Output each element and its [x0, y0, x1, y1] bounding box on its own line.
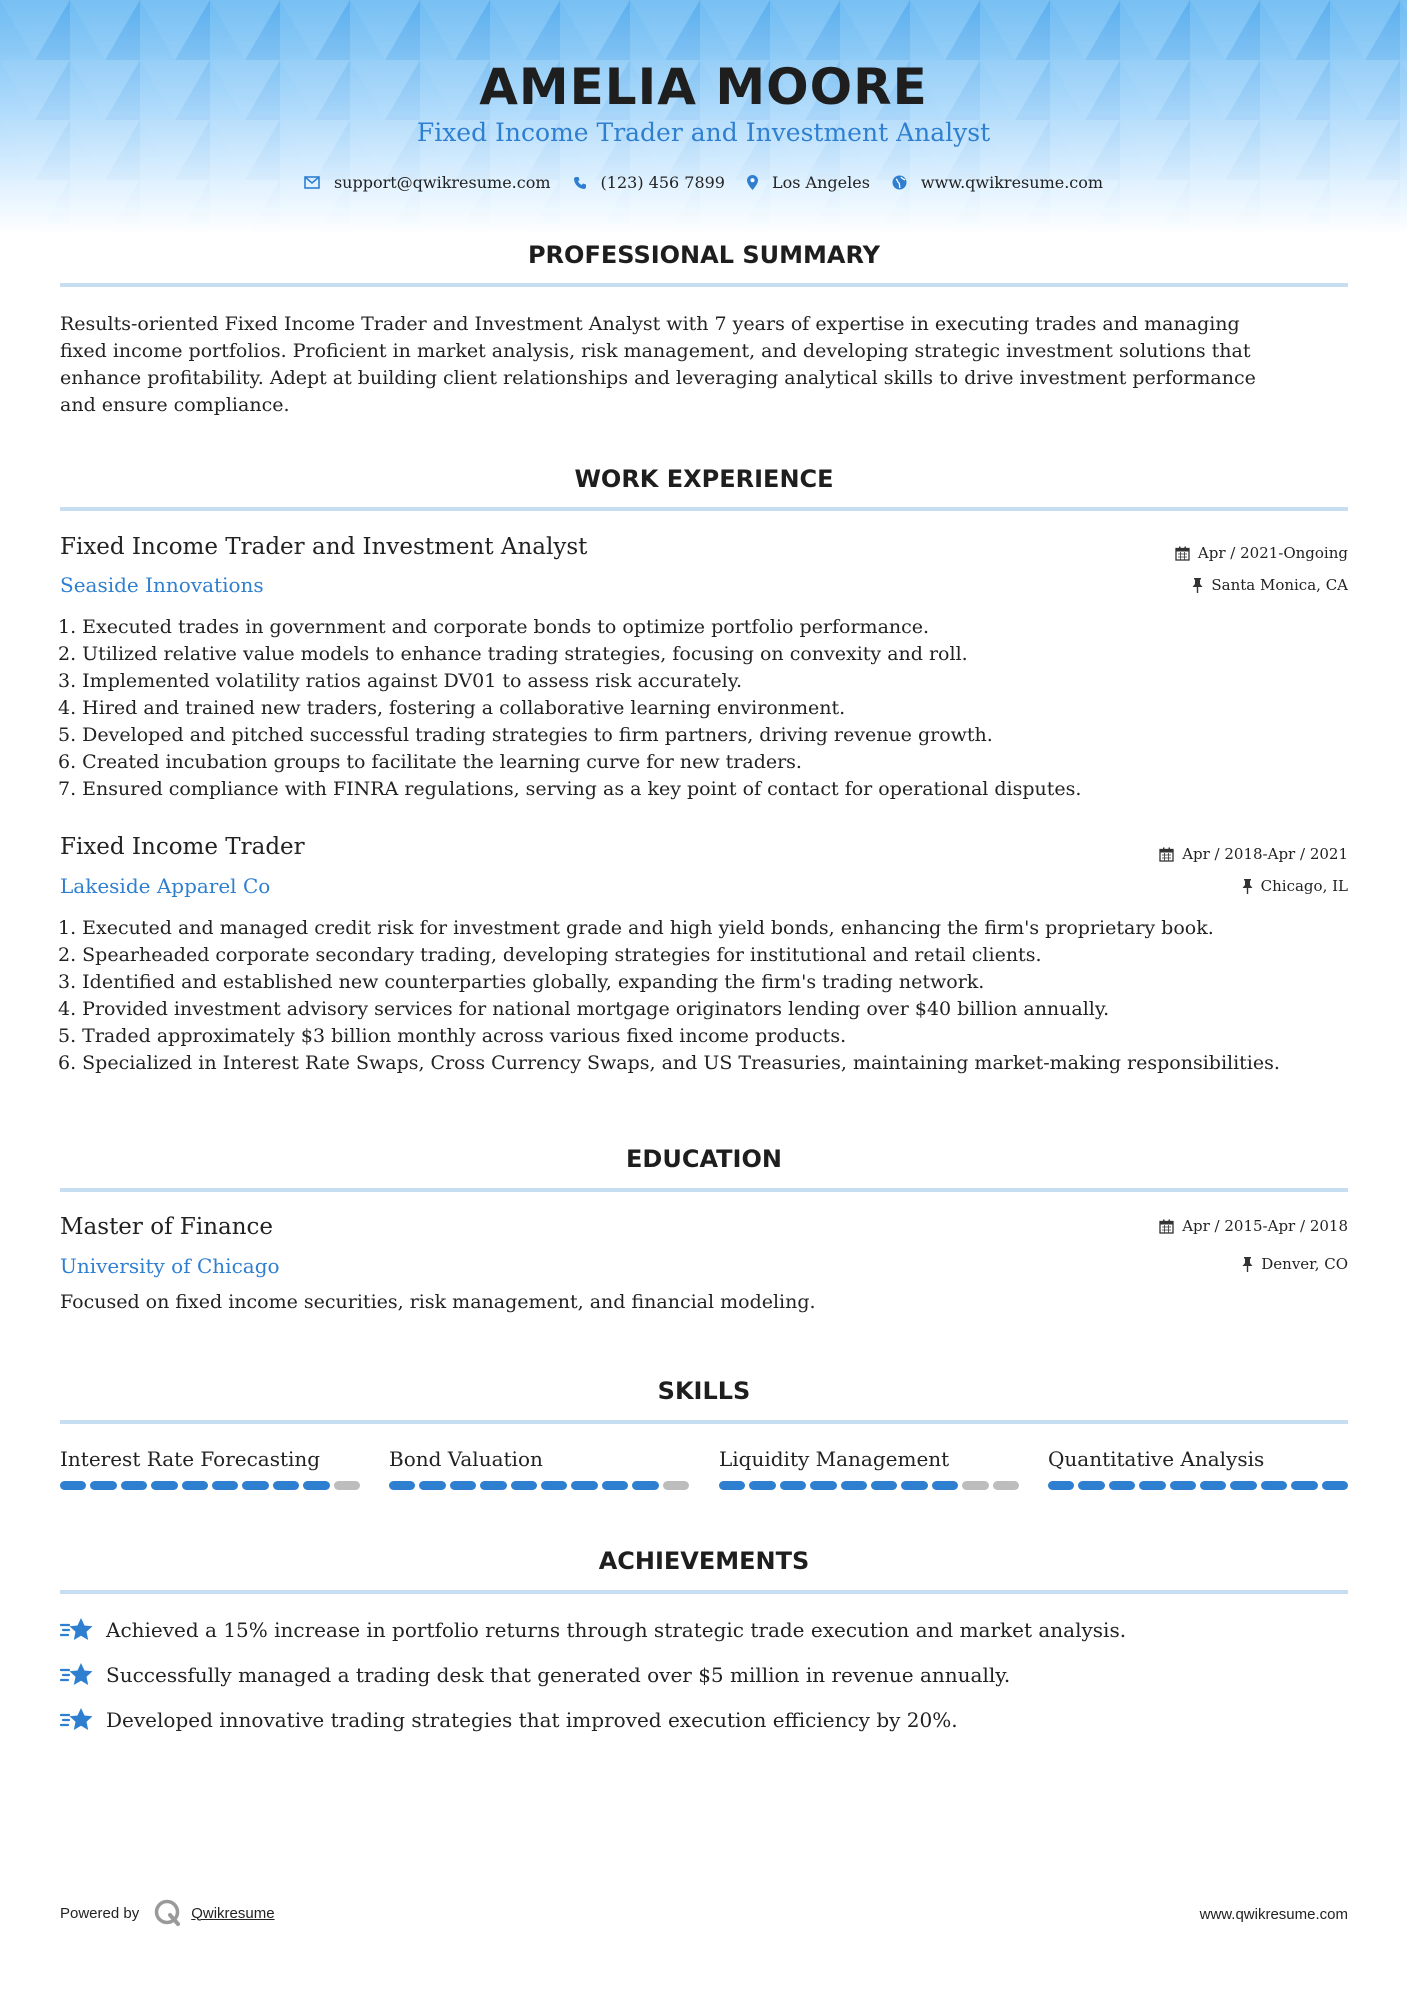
skill-item: [389, 1447, 689, 1490]
skill-rating-bar: [389, 1481, 689, 1490]
star-icon: [60, 1662, 94, 1688]
skill-segment-filled: [90, 1481, 116, 1490]
skill-segment-filled: [182, 1481, 208, 1490]
contact-email[interactable]: [304, 173, 551, 192]
skill-segment-empty: [993, 1481, 1019, 1490]
skill-item: [719, 1447, 1019, 1490]
job-bullet: 2. Spearheaded corporate secondary trading, developing strategies for institutional and retail clients.: [58, 944, 1042, 966]
section-divider: [60, 283, 1348, 287]
achievement-item: [60, 1662, 1010, 1688]
section-title-summary: PROFESSIONAL SUMMARY: [527, 241, 881, 269]
contact-location: [747, 173, 870, 192]
footer-website[interactable]: www.qwikresume.com: [1199, 1906, 1348, 1923]
job-dates: [1159, 845, 1348, 863]
skill-name: Interest Rate Forecasting: [60, 1447, 321, 1471]
contact-website[interactable]: [892, 173, 1103, 192]
job-bullet: 4. Hired and trained new traders, fostering a collaborative learning environment.: [58, 697, 846, 719]
job-bullet: 6. Created incubation groups to facilitate the learning curve for new traders.: [58, 751, 802, 773]
skill-item: [1048, 1447, 1348, 1490]
skill-segment-filled: [1139, 1481, 1165, 1490]
envelope-icon: [304, 176, 320, 189]
achievement-item: [60, 1617, 1126, 1643]
skill-segment-filled: [1109, 1481, 1135, 1490]
skill-segment-filled: [480, 1481, 506, 1490]
job-bullets: [58, 614, 1358, 803]
skill-segment-filled: [1261, 1481, 1287, 1490]
calendar-icon: [1175, 546, 1190, 561]
skill-segment-filled: [212, 1481, 238, 1490]
star-icon: [60, 1707, 94, 1733]
job-bullets: [58, 915, 1358, 1077]
achievement-item: [60, 1707, 958, 1733]
skill-segment-filled: [389, 1481, 415, 1490]
contact-phone-text: (123) 456 7899: [600, 173, 725, 192]
pushpin-icon: [1242, 1257, 1253, 1272]
calendar-icon: [1159, 847, 1174, 862]
skill-segment-filled: [632, 1481, 658, 1490]
skill-segment-filled: [273, 1481, 299, 1490]
job-company: Seaside Innovations: [60, 573, 264, 597]
summary-line: enhance profitability. Adept at building client relationships and leveraging analytical skills to drive investment performance: [60, 367, 1256, 389]
job-location-text: Chicago, IL: [1260, 877, 1348, 895]
job-location: [1192, 576, 1348, 594]
job-bullet: 5. Traded approximately $3 billion monthly across various fixed income products.: [58, 1025, 847, 1047]
education-location: [1242, 1255, 1348, 1273]
phone-icon: [573, 176, 587, 190]
job-location: [1242, 877, 1348, 895]
skill-segment-filled: [419, 1481, 445, 1490]
contact-bar: [0, 173, 1407, 192]
job-location-text: Santa Monica, CA: [1211, 576, 1348, 594]
contact-phone[interactable]: [573, 173, 725, 192]
pushpin-icon: [1242, 879, 1253, 894]
achievement-text: Successfully managed a trading desk that generated over $5 million in revenue annually.: [106, 1663, 1011, 1687]
job-bullet: 1. Executed trades in government and corporate bonds to optimize portfolio performance.: [58, 616, 930, 638]
job-dates-text: Apr / 2021-Ongoing: [1197, 544, 1348, 562]
education-description: Focused on fixed income securities, risk management, and financial modeling.: [60, 1291, 816, 1313]
globe-icon: [892, 175, 907, 190]
qwikresume-logo-icon: [153, 1898, 183, 1928]
job-bullet: 4. Provided investment advisory services for national mortgage originators lending over $40 billion annually.: [58, 998, 1110, 1020]
job-company: Lakeside Apparel Co: [60, 874, 271, 898]
job-dates-text: Apr / 2018-Apr / 2021: [1182, 845, 1348, 863]
job-bullet: 7. Ensured compliance with FINRA regulations, serving as a key point of contact for operational disputes.: [58, 778, 1082, 800]
contact-location-text: Los Angeles: [771, 173, 870, 192]
job-dates: [1175, 544, 1348, 562]
skill-segment-empty: [334, 1481, 360, 1490]
powered-by-label: Powered by: [60, 1904, 140, 1922]
skill-segment-filled: [242, 1481, 268, 1490]
section-divider: [60, 507, 1348, 511]
section-title-experience: WORK EXPERIENCE: [574, 465, 834, 493]
skill-rating-bar: [1048, 1481, 1348, 1490]
qwikresume-link[interactable]: Qwikresume: [191, 1904, 275, 1922]
contact-email-text: support@qwikresume.com: [333, 173, 551, 192]
job-bullet: 3. Identified and established new counterparties globally, expanding the firm's trading network.: [58, 971, 985, 993]
section-divider: [60, 1420, 1348, 1424]
skill-name: Quantitative Analysis: [1048, 1447, 1265, 1471]
skill-segment-filled: [511, 1481, 537, 1490]
section-divider: [60, 1590, 1348, 1594]
education-location-text: Denver, CO: [1261, 1255, 1348, 1273]
job-title: Fixed Income Trader: [60, 834, 305, 860]
skill-segment-filled: [810, 1481, 836, 1490]
summary-line: Results-oriented Fixed Income Trader and Investment Analyst with 7 years of expertise in executing trades and managing: [60, 313, 1240, 335]
skill-segment-filled: [450, 1481, 476, 1490]
skill-segment-filled: [60, 1481, 86, 1490]
calendar-icon: [1159, 1219, 1174, 1234]
school-name: University of Chicago: [60, 1254, 280, 1278]
job-title: Fixed Income Trader and Investment Analyst: [60, 534, 588, 560]
skill-segment-filled: [749, 1481, 775, 1490]
footer-powered-by: [60, 1898, 275, 1928]
skill-name: Liquidity Management: [719, 1447, 950, 1471]
skill-segment-filled: [1048, 1481, 1074, 1490]
job-bullet: 2. Utilized relative value models to enhance trading strategies, focusing on convexity and roll.: [58, 643, 968, 665]
skill-segment-filled: [303, 1481, 329, 1490]
skill-segment-empty: [962, 1481, 988, 1490]
achievement-text: Developed innovative trading strategies that improved execution efficiency by 20%.: [106, 1708, 958, 1732]
section-title-education: EDUCATION: [626, 1145, 782, 1173]
skill-segment-filled: [541, 1481, 567, 1490]
skill-segment-filled: [1322, 1481, 1348, 1490]
skill-segment-filled: [1170, 1481, 1196, 1490]
section-divider: [60, 1188, 1348, 1192]
skill-segment-filled: [719, 1481, 745, 1490]
candidate-name: AMELIA MOORE: [479, 58, 928, 116]
skill-segment-filled: [121, 1481, 147, 1490]
skill-segment-filled: [1078, 1481, 1104, 1490]
skill-segment-filled: [932, 1481, 958, 1490]
skill-segment-filled: [871, 1481, 897, 1490]
skill-segment-filled: [901, 1481, 927, 1490]
skill-rating-bar: [60, 1481, 360, 1490]
achievement-text: Achieved a 15% increase in portfolio returns through strategic trade execution and market analysis.: [106, 1618, 1127, 1642]
skill-segment-filled: [571, 1481, 597, 1490]
skill-segment-empty: [663, 1481, 689, 1490]
skill-segment-filled: [1291, 1481, 1317, 1490]
summary-line: and ensure compliance.: [60, 394, 290, 416]
job-bullet: 1. Executed and managed credit risk for investment grade and high yield bonds, enhancing the firm's proprietary book.: [58, 917, 1214, 939]
skill-name: Bond Valuation: [389, 1447, 543, 1471]
summary-line: fixed income portfolios. Proficient in market analysis, risk management, and developing strategic investment solutions that: [60, 340, 1251, 362]
skill-rating-bar: [719, 1481, 1019, 1490]
education-dates-text: Apr / 2015-Apr / 2018: [1182, 1217, 1348, 1235]
skill-segment-filled: [602, 1481, 628, 1490]
contact-website-text: www.qwikresume.com: [920, 173, 1104, 192]
skill-segment-filled: [841, 1481, 867, 1490]
skill-item: [60, 1447, 360, 1490]
skill-segment-filled: [1200, 1481, 1226, 1490]
job-bullet: 3. Implemented volatility ratios against DV01 to assess risk accurately.: [58, 670, 742, 692]
job-bullet: 5. Developed and pitched successful trading strategies to firm partners, driving revenue growth.: [58, 724, 993, 746]
map-pin-icon: [747, 175, 758, 190]
skill-segment-filled: [780, 1481, 806, 1490]
star-icon: [60, 1617, 94, 1643]
candidate-title: Fixed Income Trader and Investment Analyst: [416, 118, 991, 147]
skill-segment-filled: [151, 1481, 177, 1490]
section-title-skills: SKILLS: [657, 1377, 751, 1405]
section-title-achievements: ACHIEVEMENTS: [598, 1547, 810, 1575]
degree-title: Master of Finance: [60, 1214, 274, 1240]
skill-segment-filled: [1230, 1481, 1256, 1490]
job-bullet: 6. Specialized in Interest Rate Swaps, Cross Currency Swaps, and US Treasuries, maintaining market-making responsibilities.: [58, 1052, 1280, 1074]
pushpin-icon: [1192, 578, 1203, 593]
summary-text: [60, 311, 1348, 419]
education-dates: [1159, 1217, 1348, 1235]
